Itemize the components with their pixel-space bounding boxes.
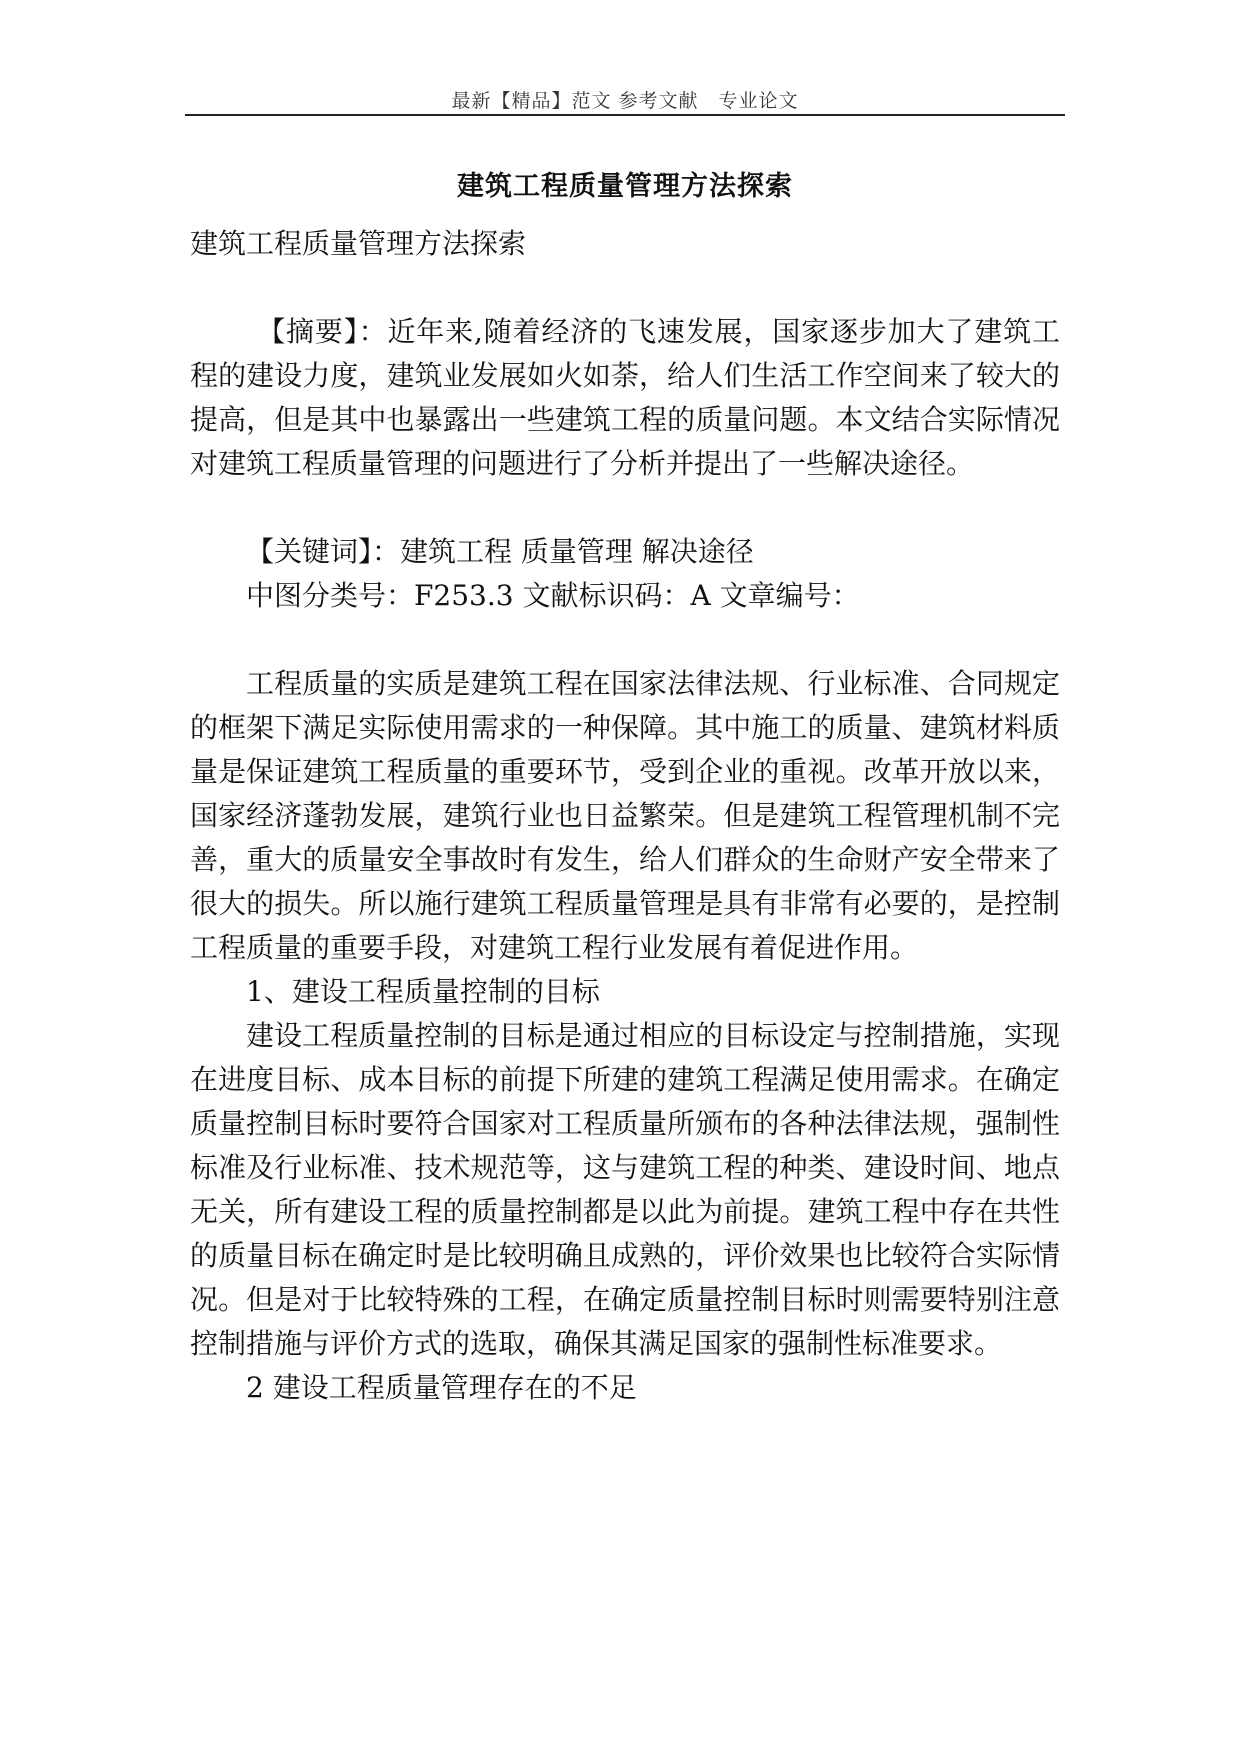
header-divider (185, 114, 1065, 116)
section-1-heading: 1、建设工程质量控制的目标 (246, 975, 600, 1008)
section-2-heading: 2 建设工程质量管理存在的不足 (246, 1371, 637, 1404)
intro-paragraph: 工程质量的实质是建筑工程在国家法律法规、行业标准、合同规定的框架下满足实际使用需求的一种保障。其中施工的质量、建筑材料质量是保证建筑工程质量的重要环节，受到企业的重视。改革开放以来，国家经济蓬勃发展，建筑行业也日益繁荣。但是建筑工程管理机制不完善，重大的质量安全事故时有发生，给人们群众的生命财产安全带来了很大的损失。所以施行建筑工程质量管理是具有非常有必要的，是控制工程质量的重要手段，对建筑工程行业发展有着促进作用。 (190, 667, 1060, 964)
page-header: 最新【精品】范文 参考文献 专业论文 (451, 90, 799, 112)
document-title: 建筑工程质量管理方法探索 (457, 171, 793, 202)
classification-line: 中图分类号：F253.3 文献标识码：A 文章编号： (246, 579, 860, 612)
section-1-paragraph: 建设工程质量控制的目标是通过相应的目标设定与控制措施，实现在进度目标、成本目标的前提下所建的建筑工程满足使用需求。在确定质量控制目标时要符合国家对工程质量所颁布的各种法律法规，强制性标准及行业标准、技术规范等，这与建筑工程的种类、建设时间、地点无关，所有建设工程的质量控制都是以此为前提。建筑工程中存在共性的质量目标在确定时是比较明确且成熟的，评价效果也比较符合实际情况。但是对于比较特殊的工程，在确定质量控制目标时则需要特别注意控制措施与评价方式的选取，确保其满足国家的强制性标准要求。 (190, 1019, 1060, 1360)
abstract-paragraph: 【摘要】：近年来,随着经济的飞速发展，国家逐步加大了建筑工程的建设力度，建筑业发展如火如荼，给人们生活工作空间来了较大的提高，但是其中也暴露出一些建筑工程的质量问题。本文结合实际情况对建筑工程质量管理的问题进行了分析并提出了一些解决途径。 (190, 315, 1060, 480)
document-body (190, 222, 1060, 1410)
keywords-line: 【关键词】：建筑工程 质量管理 解决途径 (246, 535, 754, 568)
document-subtitle: 建筑工程质量管理方法探索 (190, 227, 527, 260)
